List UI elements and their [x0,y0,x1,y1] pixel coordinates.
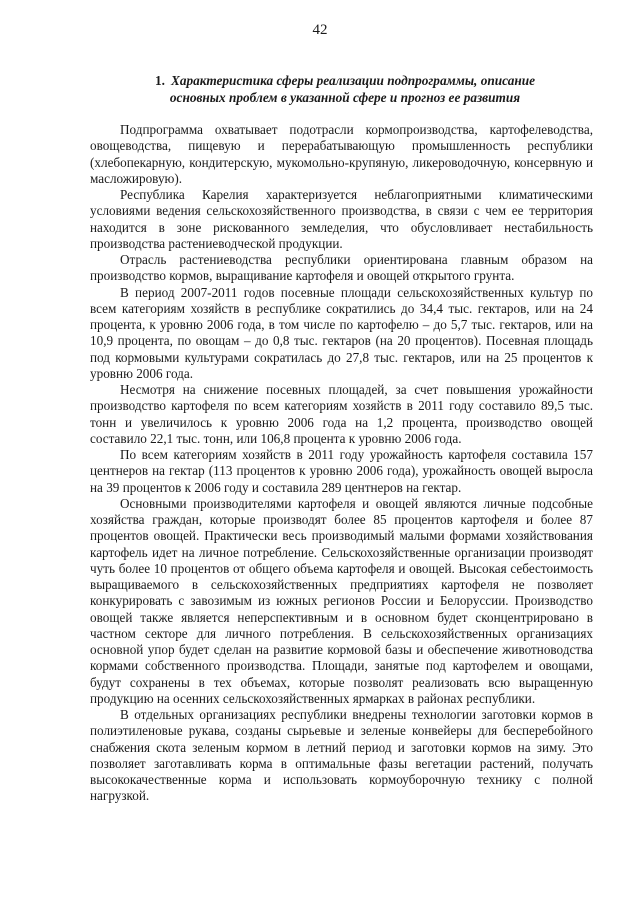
paragraph: Отрасль растениеводства республики ориентирована главным образом на производство кормов, выращивание картофеля и овощей открытого грунта. [90,252,593,284]
page-number: 42 [312,22,328,38]
paragraph: В период 2007-2011 годов посевные площади сельскохозяйственных культур по всем категориям хозяйств в республике сократились до 34,4 тыс. гектаров, или на 24 процента, к уровню 2006 года, в том числе по картофелю – до 5,7 тыс. гектаров, или на 10,9 процента, по овощам – до 0,8 тыс. гектаров (на 20 процентов). Посевная площадь под кормовыми культурами сократилась до 27,8 тыс. гектаров, или на 25 процентов к уровню 2006 года. [90,284,593,381]
paragraph: По всем категориям хозяйств в 2011 году урожайность картофеля составила 157 центнеров на гектар (113 процентов к уровню 2006 года), урожайность овощей выросла на 39 процентов к 2006 году и составила 289 центнеров на гектар. [90,447,593,495]
paragraph: В отдельных организациях республики внедрены технологии заготовки кормов в полиэтиленовые рукава, созданы сырьевые и зеленые конвейеры для бесперебойного снабжения скота зеленым кормом в летний период и заготовки кормов на зиму. Это позволяет заготавливать корма в оптимальные фазы вегетации растений, получать высококачественные корма и использовать кормоуборочную технику с полной нагрузкой. [90,707,593,804]
paragraph: Республика Карелия характеризуется неблагоприятными климатическими условиями ведения сельскохозяйственного производства, в связи с чем ее территория находится в зоне рискованного земледелия, что обусловливает нестабильность производства растениеводческой продукции. [90,187,593,251]
section-title-line-1: Характеристика сферы реализации подпрограммы, описание [170,73,536,88]
section-number: 1. [154,73,165,88]
body-text [90,122,593,805]
paragraph: Несмотря на снижение посевных площадей, за счет повышения урожайности производство картофеля по всем категориям хозяйств в 2011 году составило 89,5 тыс. тонн и увеличилось к уровню 2006 года на 1,2 процента, производство овощей составило 22,1 тыс. тонн, или 106,8 процента к уровню 2006 года. [90,382,593,446]
section-heading-line-1 [110,72,580,89]
paragraph: Подпрограмма охватывает подотрасли кормопроизводства, картофелеводства, овощеводства, пищевую и перерабатывающую промышленность республики (хлебопекарную, кондитерскую, мукомольно-крупяную, ликероводочную, консервную и масложировую). [90,122,593,186]
section-heading [110,72,580,106]
section-title-line-2: основных проблем в указанной сфере и прогноз ее развития [169,90,521,105]
paragraph: Основными производителями картофеля и овощей являются личные подсобные хозяйства граждан, которые производят более 85 процентов картофеля и более 87 процентов овощей. Практически весь производимый малыми формами хозяйствования картофель идет на личное потребление. Сельскохозяйственные организации производят чуть более 10 процентов от общего объема картофеля и овощей. Высокая себестоимость выращиваемого в сельскохозяйственных предприятиях картофеля не позволяет конкурировать с завозимым из южных регионов России и Белоруссии. Производство овощей также является неперспективным и в основном будет сконцентрировано в частном секторе для личного потребления. В сельскохозяйственных организациях основной упор будет сделан на развитие кормовой базы и обеспечение животноводства кормами собственного производства. Площади, занятые под картофелем и овощами, будут сохранены в тех объемах, которые позволят реализовать всю выращенную продукцию на осенних сельскохозяйственных ярмарках в районах республики. [90,495,593,706]
